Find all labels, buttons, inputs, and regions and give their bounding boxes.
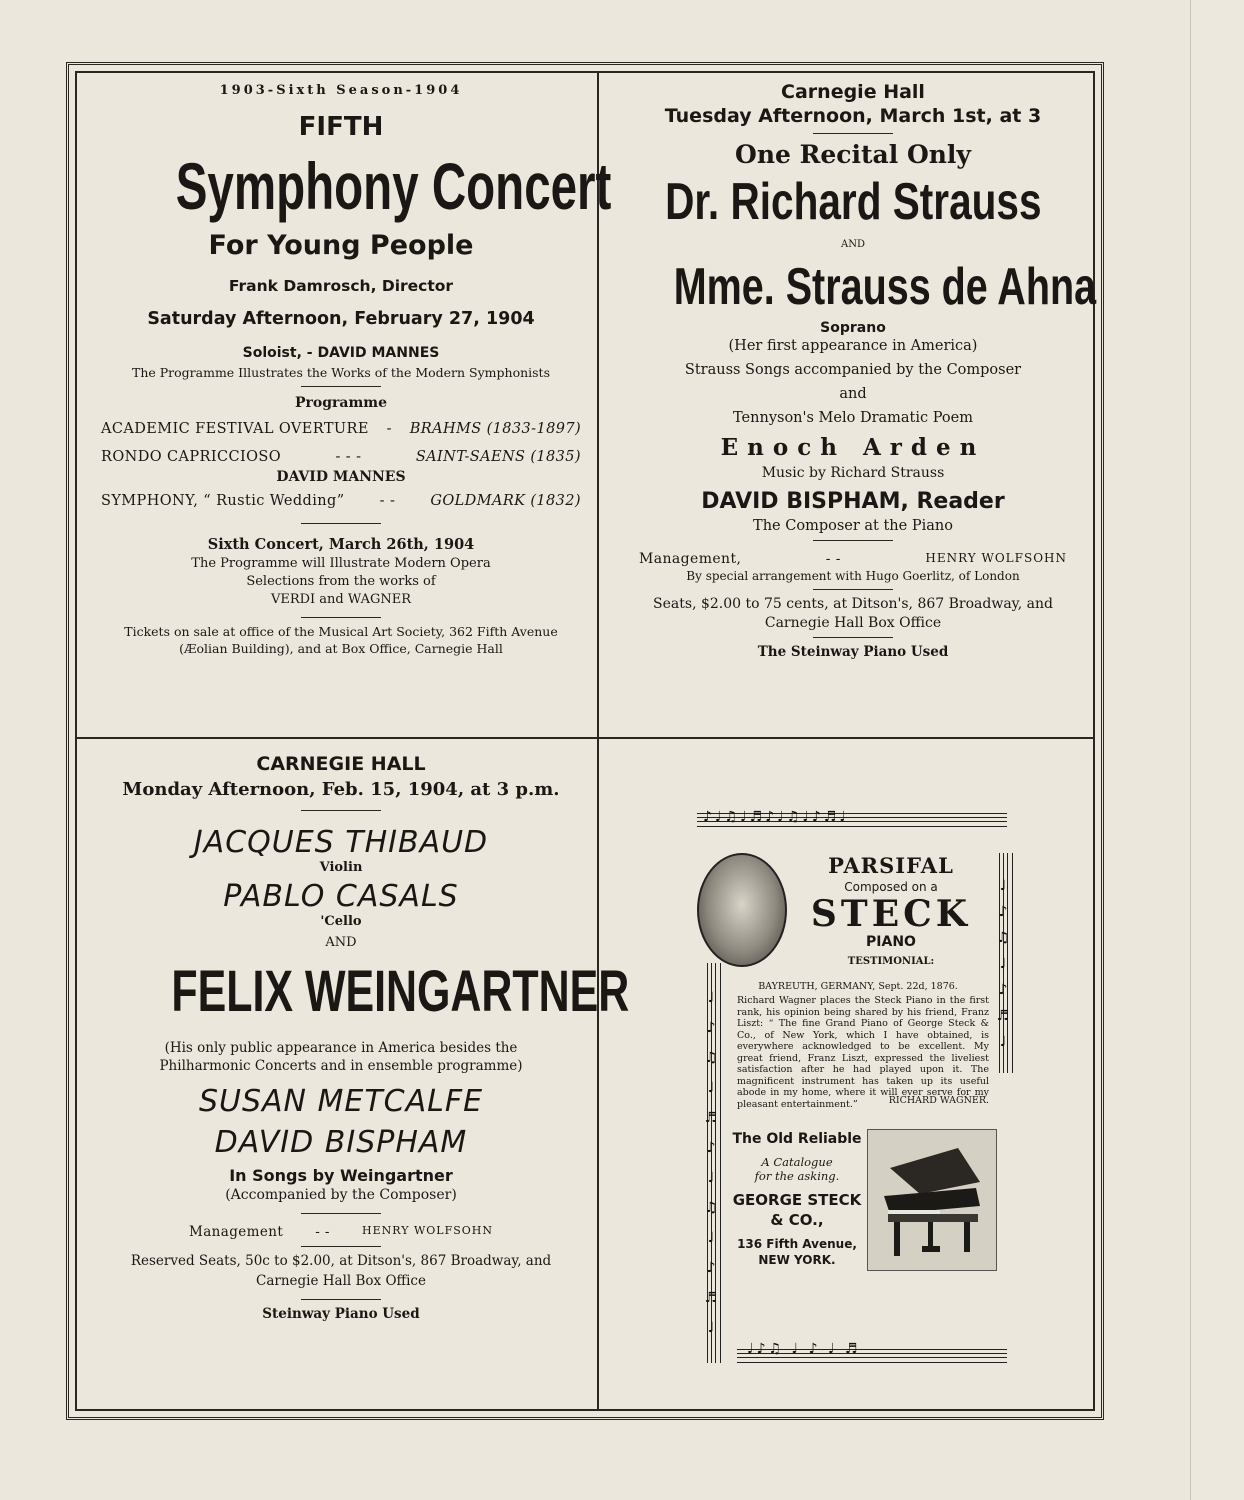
performer-weingartner: FELIX WEINGARTNER: [171, 959, 630, 1024]
rule: [813, 637, 893, 638]
soloist: Soloist, - DAVID MANNES: [242, 345, 440, 361]
programme-item: SYMPHONY, “ Rustic Wedding” - - GOLDMARK (1832): [101, 493, 581, 509]
steck-brand: STECK: [810, 893, 972, 935]
music-notes-icon: ♩♪♫ ♩ ♪ ♩ ♬: [747, 1341, 861, 1357]
performer-strauss: Dr. Richard Strauss: [664, 173, 1042, 231]
seats-line-2: Carnegie Hall Box Office: [764, 615, 942, 631]
steck-advertisement: [697, 809, 1027, 1373]
programme-soloist: DAVID MANNES: [276, 469, 406, 485]
ad-frame: [66, 62, 1104, 1420]
performer-bispham: DAVID BISPHAM: [214, 1125, 468, 1160]
performer-casals: PABLO CASALS: [223, 879, 459, 914]
rule: [301, 1299, 381, 1300]
recital-heading: One Recital Only: [735, 140, 971, 169]
composer-at-piano: The Composer at the Piano: [753, 518, 953, 534]
concert-subtitle: For Young People: [208, 230, 474, 261]
songs-line: In Songs by Weingartner: [229, 1166, 453, 1185]
horizontal-divider: [77, 737, 1093, 739]
poem-line: Tennyson's Melo Dramatic Poem: [733, 410, 973, 426]
season-line: 1903-Sixth Season-1904: [219, 83, 463, 98]
concert-title: Symphony Concert: [175, 149, 612, 223]
poem-title: Enoch Arden: [720, 434, 986, 461]
company-name-2: & CO.,: [770, 1211, 824, 1229]
venue: Carnegie Hall: [781, 81, 925, 103]
music-by: Music by Richard Strauss: [761, 465, 945, 481]
seats-line-1: Seats, $2.00 to 75 cents, at Ditson's, 867 Broadway, and: [653, 596, 1053, 612]
and-word: AND: [325, 935, 357, 950]
next-concert: Sixth Concert, March 26th, 1904: [207, 536, 475, 553]
venue: CARNEGIE HALL: [256, 753, 426, 775]
grand-piano-illustration: [867, 1129, 997, 1271]
tickets-line-1: Tickets on sale at office of the Musical Art Society, 362 Fifth Avenue: [124, 624, 558, 639]
rule: [813, 133, 893, 134]
programme-heading: Programme: [294, 395, 387, 411]
special-arrangement: By special arrangement with Hugo Goerlitz, of London: [686, 569, 1020, 583]
old-reliable: The Old Reliable: [732, 1131, 862, 1147]
seats-line-2: Carnegie Hall Box Office: [256, 1273, 426, 1289]
next-selections: Selections from the works of: [246, 574, 436, 589]
performer-metcalfe: SUSAN METCALFE: [198, 1084, 484, 1119]
piano-used: The Steinway Piano Used: [757, 644, 949, 660]
rule: [301, 1246, 381, 1247]
music-notes-icon: ♩ ♪ ♫ ♩ ♬ ♪ ♩ ♫ ♩ ♪ ♬ ♩: [704, 990, 718, 1336]
composed-on: Composed on a: [844, 880, 938, 894]
performer-thibaud: JACQUES THIBAUD: [193, 825, 489, 860]
management-row: Management, - - HENRY WOLFSOHN: [639, 551, 1067, 567]
programme-item: RONDO CAPRICCIOSO - - - SAINT-SAENS (1835): [101, 449, 581, 465]
seats-line-1: Reserved Seats, 50c to $2.00, at Ditson's, 867 Broadway, and: [130, 1253, 552, 1269]
rule: [301, 386, 381, 387]
grand-piano-icon: [868, 1130, 996, 1270]
and-word: AND: [841, 239, 865, 250]
wagner-portrait: [697, 853, 787, 967]
ordinal: FIFTH: [298, 112, 384, 142]
director: Frank Damrosch, Director: [228, 277, 454, 295]
rule: [813, 589, 893, 590]
next-composers: VERDI and WAGNER: [270, 592, 412, 607]
testimonial-place: BAYREUTH, GERMANY, Sept. 22d, 1876.: [758, 981, 958, 992]
concert-date: Saturday Afternoon, February 27, 1904: [147, 309, 535, 329]
piano-used: Steinway Piano Used: [262, 1306, 420, 1322]
programme-illustrates: The Programme Illustrates the Works of the Modern Symphonists: [132, 365, 550, 380]
thibaud-casals-ad: [91, 753, 630, 1413]
company-city: NEW YORK.: [758, 1253, 836, 1267]
vertical-divider: [597, 73, 599, 1409]
rule: [301, 523, 381, 524]
steck-piano-ad: [607, 753, 1099, 1413]
company-address: 136 Fifth Avenue,: [737, 1237, 857, 1251]
piano-word: PIANO: [866, 934, 916, 950]
tickets-line-2: (Æolian Building), and at Box Office, Carnegie Hall: [179, 641, 503, 656]
performer-de-ahna: Mme. Strauss de Ahna: [673, 258, 1097, 316]
concert-date: Monday Afternoon, Feb. 15, 1904, at 3 p.m.: [122, 779, 560, 800]
inner-frame: [75, 71, 1095, 1411]
strauss-recital-ad: [607, 77, 1099, 733]
reader: DAVID BISPHAM, Reader: [701, 489, 1005, 514]
testimonial-signature: RICHARD WAGNER.: [888, 1095, 989, 1106]
instrument-violin: Violin: [319, 860, 363, 875]
songs-line: Strauss Songs accompanied by the Composer: [684, 362, 1022, 378]
testimonial-label: TESTIMONIAL:: [847, 956, 935, 967]
parsifal-heading: PARSIFAL: [828, 853, 954, 878]
appearance-note-1: (His only public appearance in America besides the: [164, 1040, 518, 1056]
catalogue-line-2: for the asking.: [754, 1169, 840, 1183]
instrument-cello: 'Cello: [320, 914, 362, 929]
rule: [301, 617, 381, 618]
testimonial-text: Richard Wagner places the Steck Piano in the first rank, his opinion being shared by his friend, Franz Liszt: “ The fine Grand Piano of George Steck & Co., of New York, which I have obtained, is everywhere acknowledged to be excellent. My great friend, Franz Liszt, expressed the liveliest satisfaction after he had played upon it. The magnificent instrument has taken up its useful abode in my home, where it will ever serve for my pleasant entertainment.”: [737, 995, 989, 1110]
rule: [301, 1213, 381, 1214]
and-line: and: [839, 386, 867, 402]
accompanied-line: (Accompanied by the Composer): [225, 1187, 457, 1203]
company-name: GEORGE STECK: [732, 1191, 862, 1209]
next-illustrates: The Programme will Illustrate Modern Opera: [191, 556, 491, 571]
recital-date: Tuesday Afternoon, March 1st, at 3: [664, 105, 1042, 127]
appearance-note-2: Philharmonic Concerts and in ensemble programme): [159, 1058, 523, 1074]
music-notes-icon: ♪♩♫♩♬♪♩♫♩♪♬♩: [703, 809, 850, 825]
management-row: Management - - HENRY WOLFSOHN: [189, 1224, 493, 1240]
first-appearance: (Her first appearance in America): [728, 338, 978, 354]
rule: [301, 810, 381, 811]
music-notes-icon: ♩ ♪ ♫ ♩ ♪ ♬ ♩: [996, 878, 1010, 1050]
rule: [813, 540, 893, 541]
programme-item: ACADEMIC FESTIVAL OVERTURE - BRAHMS (1833-1897): [101, 421, 581, 437]
young-people-concert-ad: [91, 77, 612, 733]
page-edge: [1190, 0, 1244, 1500]
catalogue-line-1: A Catalogue: [761, 1155, 833, 1169]
voice-type: Soprano: [820, 320, 886, 336]
